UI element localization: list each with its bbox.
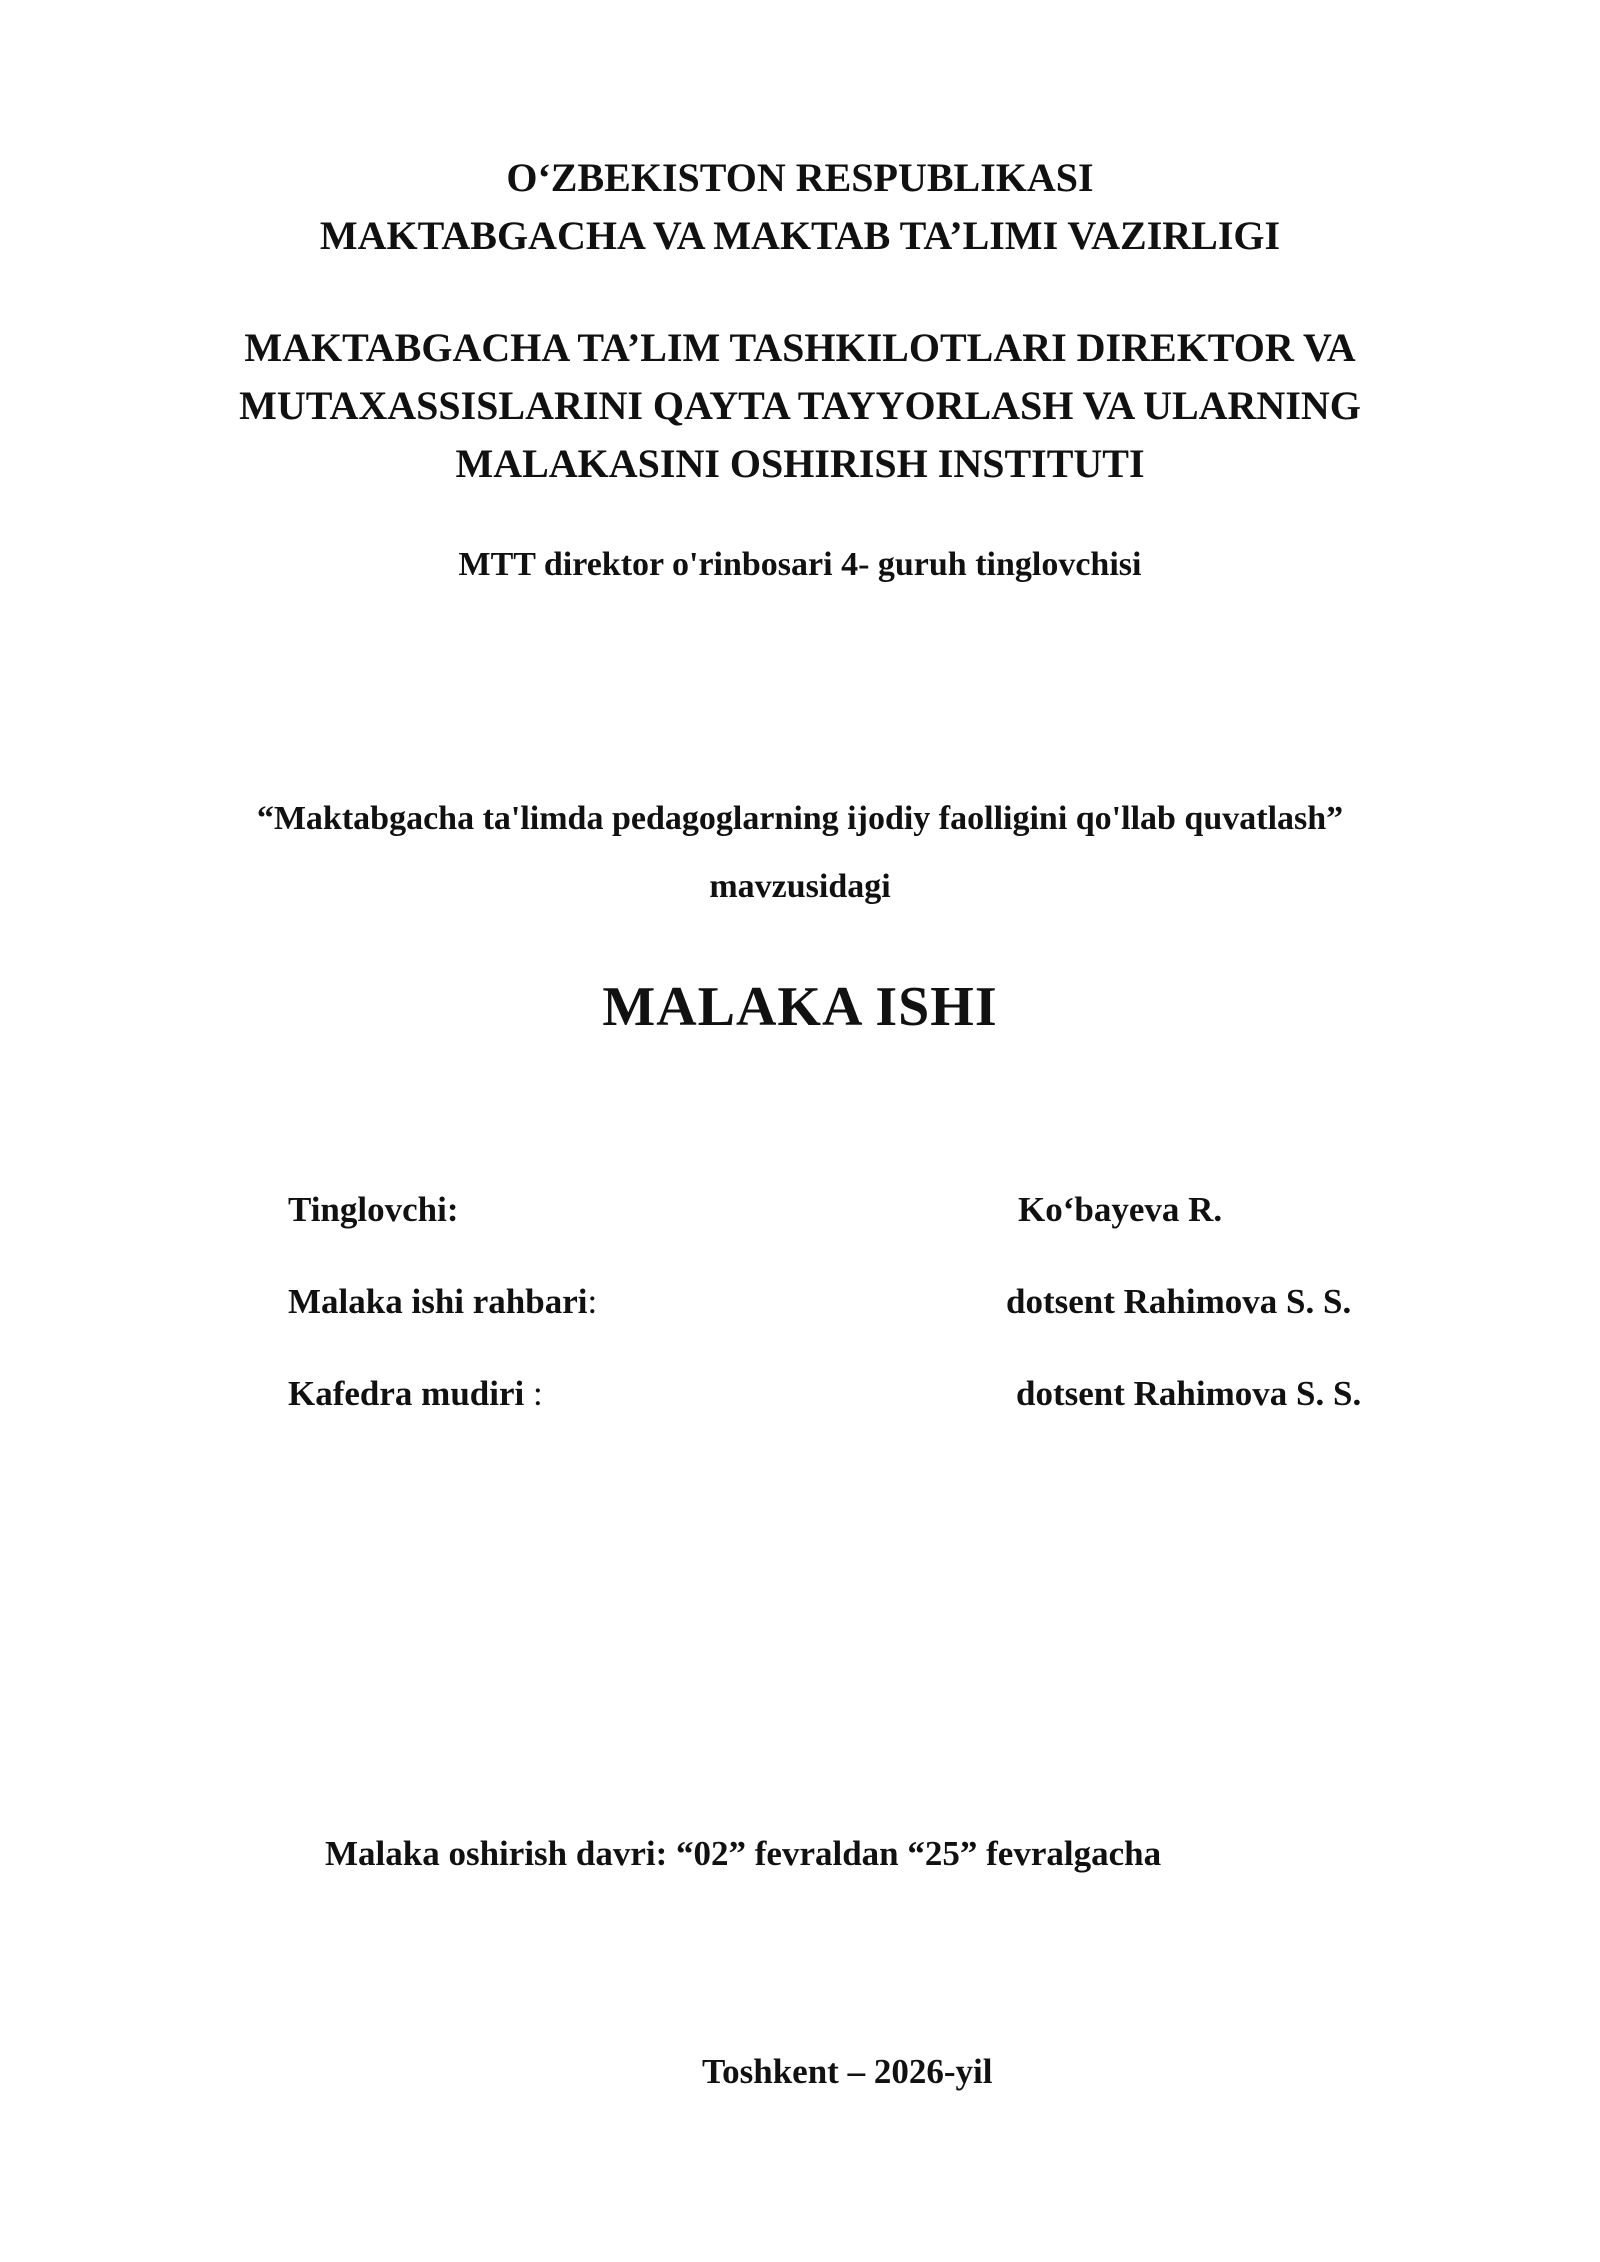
participant-value-listener: Ko‘bayeva R. <box>1018 1190 1223 1229</box>
header-country: O‘ZBEKISTON RESPUBLIKASI <box>506 155 1094 200</box>
participant-value-supervisor: dotsent Rahimova S. S. <box>1006 1282 1352 1321</box>
document-title: MALAKA ISHI <box>602 976 998 1038</box>
participant-label-colon: : <box>587 1282 598 1321</box>
participant-value-department-head: dotsent Rahimova S. S. <box>1016 1374 1362 1413</box>
institute-line-3: MALAKASINI OSHIRISH INSTITUTI <box>455 441 1145 486</box>
period-line: Malaka oshirish davri: “02” fevraldan “25” fevralgacha <box>325 1834 1162 1873</box>
header-ministry: MAKTABGACHA VA MAKTAB TA’LIMI VAZIRLIGI <box>319 213 1281 258</box>
participant-label: Malaka ishi rahbari <box>288 1282 588 1321</box>
group-line: MTT direktor o'rinbosari 4- guruh tinglovchisi <box>458 546 1142 583</box>
institute-line-1: MAKTABGACHA TA’LIM TASHKILOTLARI DIREKTOR VA <box>244 325 1356 370</box>
participant-label-supervisor <box>288 1282 597 1322</box>
participant-label-listener <box>288 1190 459 1230</box>
participant-label-department-head <box>288 1374 543 1414</box>
participant-label: Tinglovchi: <box>288 1190 459 1229</box>
place-year: Toshkent – 2026-yil <box>702 2052 993 2091</box>
institute-line-2: MUTAXASSISLARINI QAYTA TAYYORLASH VA ULARNING <box>239 383 1361 428</box>
participant-label-colon: : <box>532 1374 543 1413</box>
participant-label: Kafedra mudiri <box>288 1374 533 1413</box>
topic-title: “Maktabgacha ta'limda pedagoglarning ijodiy faolligini qo'llab quvatlash” <box>256 800 1344 837</box>
topic-suffix: mavzusidagi <box>709 868 891 905</box>
